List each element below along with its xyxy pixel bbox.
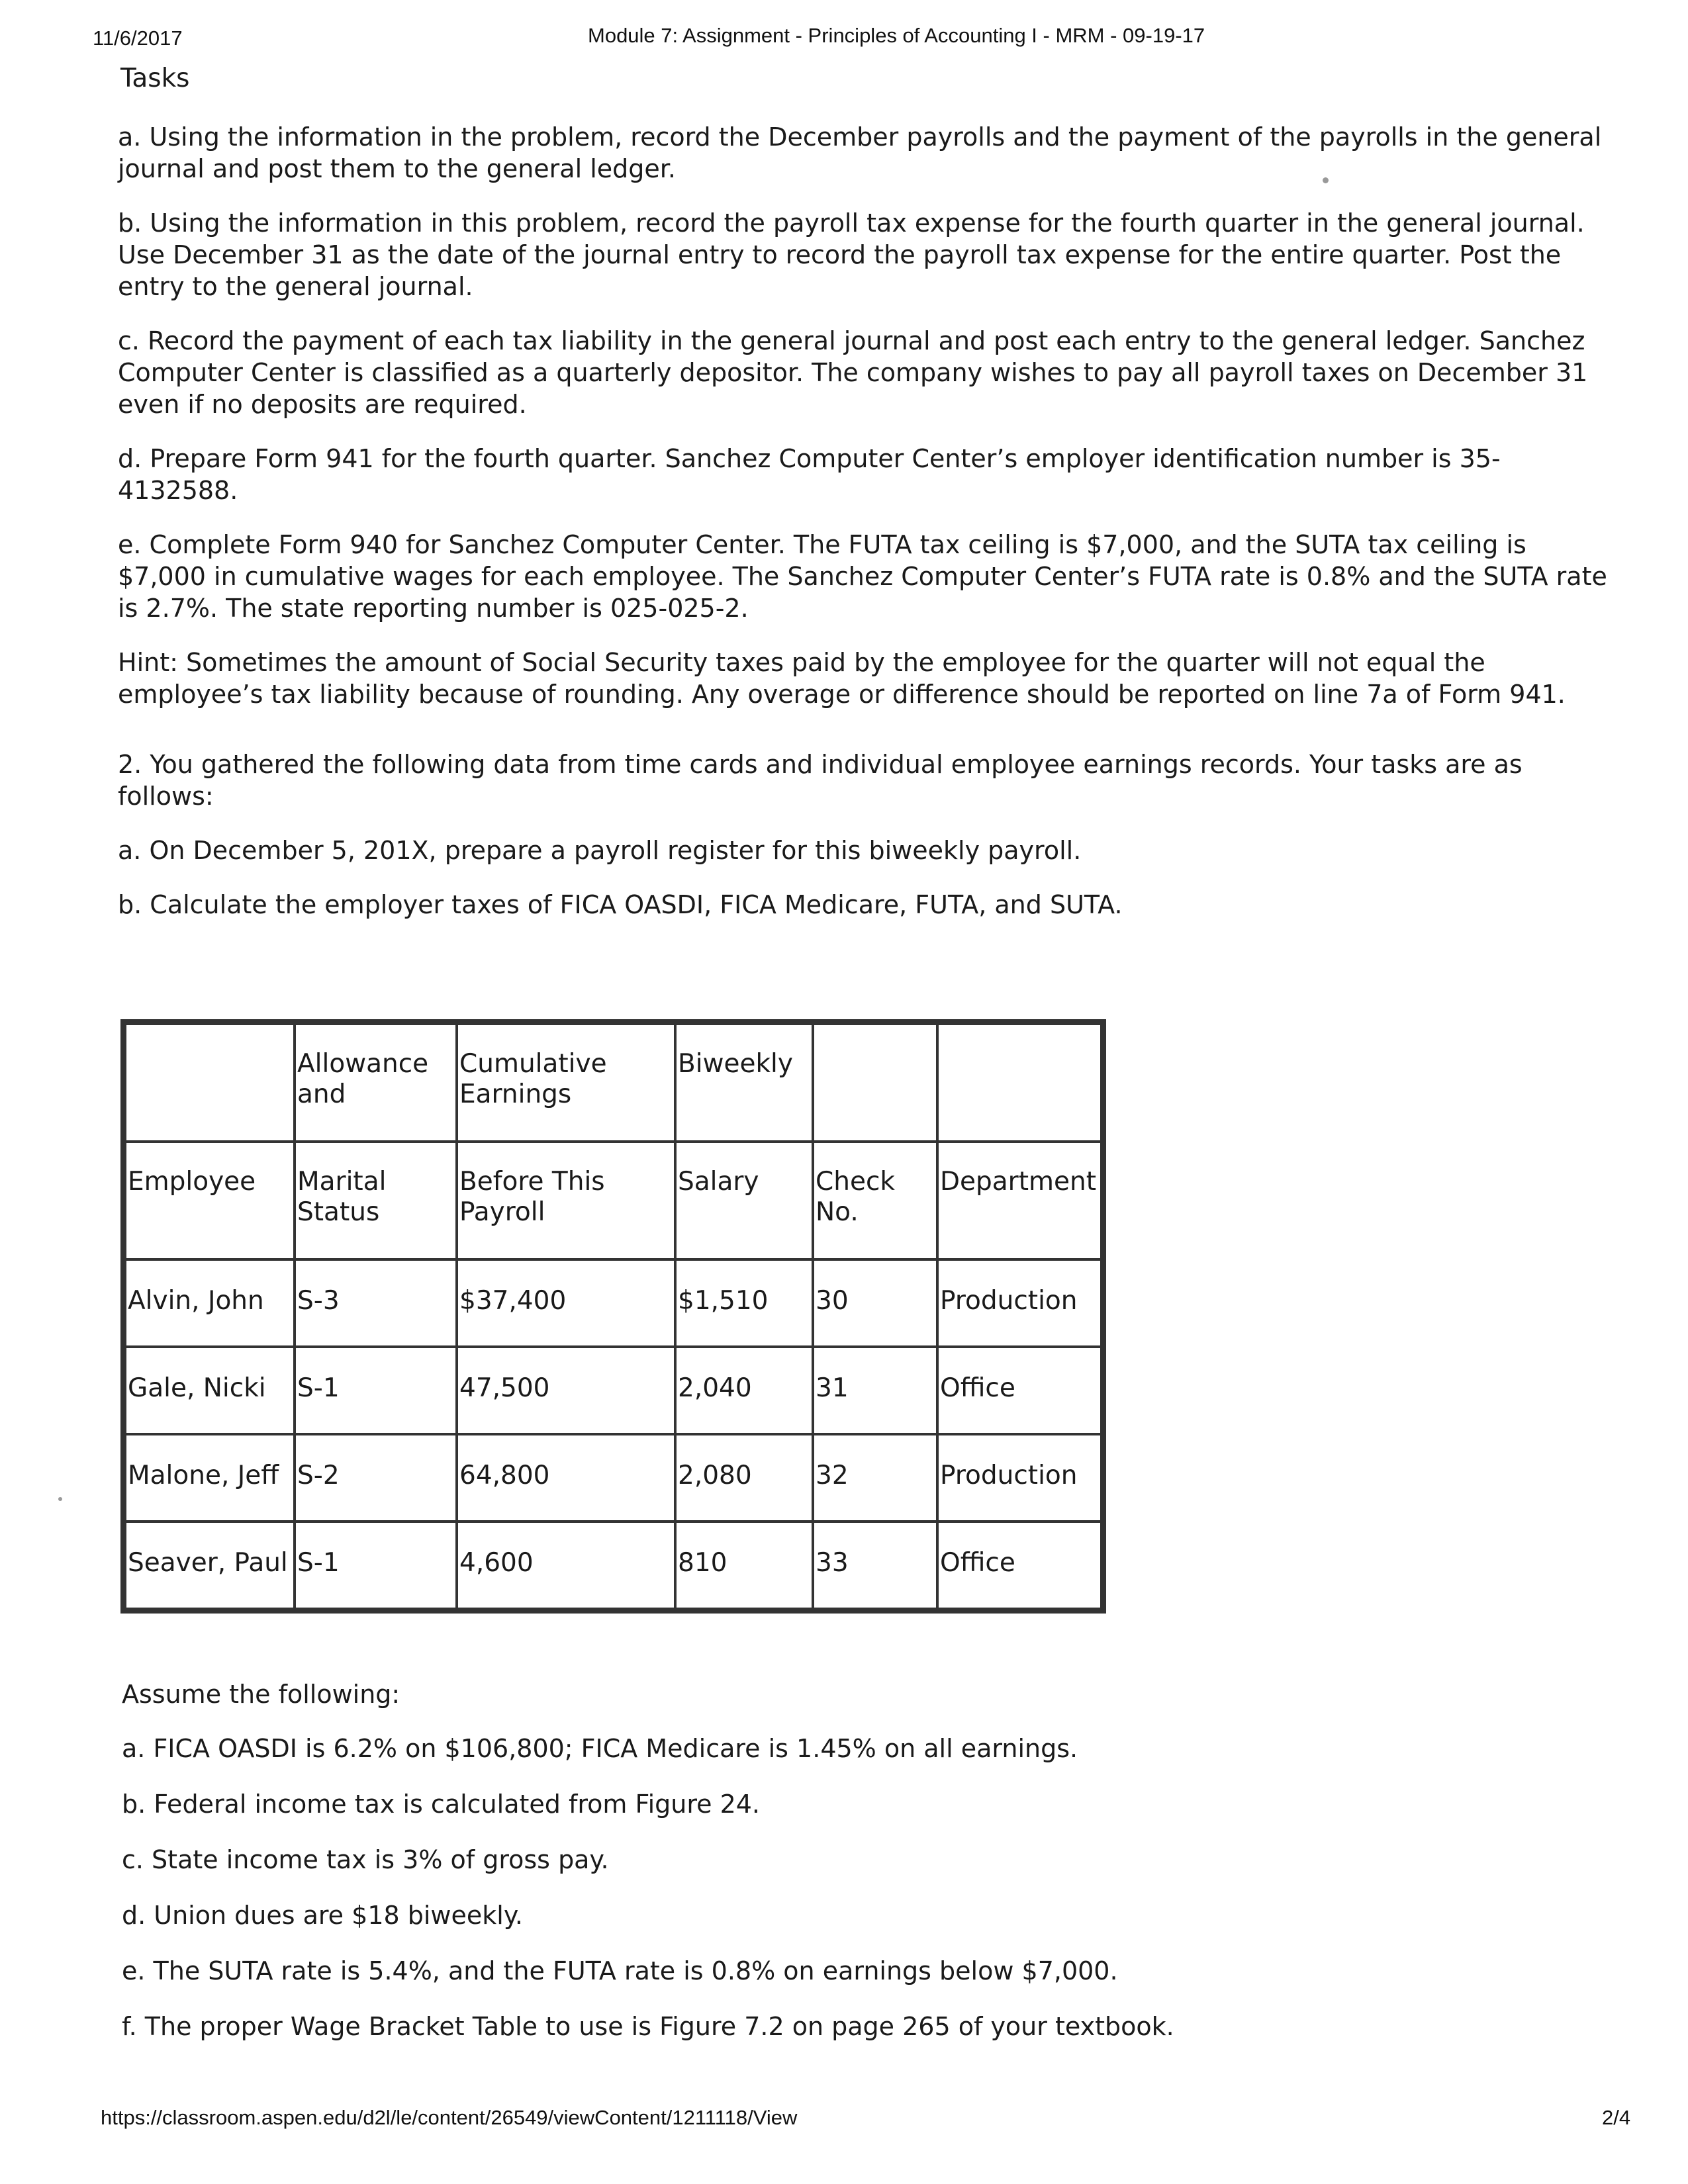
- table-cell: Production: [937, 1259, 1102, 1347]
- assumptions-section: [122, 1678, 1578, 2066]
- task-e: e. Complete Form 940 for Sanchez Computer Center. The FUTA tax ceiling is $7,000, and the SUTA tax ceiling is $7,000 in cumulative wages for each employee. The Sanchez Computer Center’s FUTA rate is 0.8% and the SUTA rate is 2.7%. The state reporting number is 025-025-2.: [118, 530, 1607, 623]
- table-header-cell: Biweekly: [675, 1024, 813, 1142]
- scan-speck: [1323, 177, 1329, 183]
- table-row: [125, 1347, 1102, 1434]
- table-cell: 32: [813, 1434, 937, 1522]
- table-cell: Production: [937, 1434, 1102, 1522]
- payroll-table-wrapper: [120, 1019, 1106, 1614]
- table-cell: 2,040: [675, 1347, 813, 1434]
- scan-speck: [58, 1497, 62, 1501]
- table-cell: 47,500: [457, 1347, 675, 1434]
- task-a: a. Using the information in the problem, record the December payrolls and the payment of the payrolls in the general journal and post them to the general ledger.: [118, 122, 1602, 183]
- table-cell: 30: [813, 1259, 937, 1347]
- assumption-item: f. The proper Wage Bracket Table to use is Figure 7.2 on page 265 of your textbook.: [122, 2012, 1174, 2041]
- assumption-item: c. State income tax is 3% of gross pay.: [122, 1845, 609, 1874]
- payroll-data-table: [124, 1023, 1103, 1610]
- assumption-item: b. Federal income tax is calculated from Figure 24.: [122, 1790, 761, 1819]
- table-header-cell: Employee: [125, 1142, 295, 1259]
- table-header-cell: [813, 1024, 937, 1142]
- table-header-row-1: [125, 1024, 1102, 1142]
- table-cell: 64,800: [457, 1434, 675, 1522]
- problem-2: [118, 749, 1614, 921]
- table-cell: Alvin, John: [125, 1259, 295, 1347]
- table-cell: 31: [813, 1347, 937, 1434]
- assumption-item: d. Union dues are $18 biweekly.: [122, 1901, 523, 1930]
- table-cell: S-1: [295, 1347, 457, 1434]
- assumption-item: a. FICA OASDI is 6.2% on $106,800; FICA Medicare is 1.45% on all earnings.: [122, 1734, 1078, 1763]
- task-c: c. Record the payment of each tax liability in the general journal and post each entry to the general ledger. Sanchez Computer Center is classified as a quarterly depositor. The company wishes to pay all payroll taxes on December 31 even if no deposits are required.: [118, 326, 1588, 419]
- table-cell: $1,510: [675, 1259, 813, 1347]
- table-cell: 2,080: [675, 1434, 813, 1522]
- table-row: [125, 1522, 1102, 1609]
- hint: Hint: Sometimes the amount of Social Security taxes paid by the employee for the quarter will not equal the employee’s tax liability because of rounding. Any overage or difference should be reported on line 7a of Form 941.: [118, 648, 1566, 709]
- table-cell: $37,400: [457, 1259, 675, 1347]
- table-cell: Seaver, Paul: [125, 1522, 295, 1609]
- table-cell: 810: [675, 1522, 813, 1609]
- task-b: b. Using the information in this problem, record the payroll tax expense for the fourth quarter in the general journal. Use December 31 as the date of the journal entry to record the payroll tax expense for the entire quarter. Post the entry to the general journal.: [118, 208, 1585, 301]
- table-header-cell: Department: [937, 1142, 1102, 1259]
- table-header-cell: [937, 1024, 1102, 1142]
- table-cell: S-1: [295, 1522, 457, 1609]
- header-title: Module 7: Assignment - Principles of Accounting I - MRM - 09-19-17: [588, 24, 1205, 47]
- tasks-heading: Tasks: [120, 64, 190, 93]
- tasks-section: [118, 64, 1614, 921]
- table-header-cell: Before This Payroll: [457, 1142, 675, 1259]
- table-cell: Malone, Jeff: [125, 1434, 295, 1522]
- table-header-cell: Cumulative Earnings: [457, 1024, 675, 1142]
- table-header-cell: [125, 1024, 295, 1142]
- table-row: [125, 1259, 1102, 1347]
- footer-url: https://classroom.aspen.edu/d2l/le/content/26549/viewContent/1211118/View: [101, 2106, 798, 2129]
- table-cell: 4,600: [457, 1522, 675, 1609]
- table-cell: 33: [813, 1522, 937, 1609]
- table-cell: Gale, Nicki: [125, 1347, 295, 1434]
- table-header-cell: Allowance and: [295, 1024, 457, 1142]
- table-header-cell: Marital Status: [295, 1142, 457, 1259]
- problem-2-intro: 2. You gathered the following data from time cards and individual employee earnings records. Your tasks are as follows:: [118, 750, 1523, 811]
- assumption-item: e. The SUTA rate is 5.4%, and the FUTA rate is 0.8% on earnings below $7,000.: [122, 1956, 1118, 1985]
- header-date: 11/6/2017: [93, 26, 183, 50]
- table-header-row-2: [125, 1142, 1102, 1259]
- table-cell: Office: [937, 1522, 1102, 1609]
- problem-2-task-a: a. On December 5, 201X, prepare a payroll register for this biweekly payroll.: [118, 836, 1082, 865]
- table-header-cell: Salary: [675, 1142, 813, 1259]
- table-header-cell: Check No.: [813, 1142, 937, 1259]
- problem-2-task-b: b. Calculate the employer taxes of FICA OASDI, FICA Medicare, FUTA, and SUTA.: [118, 890, 1123, 919]
- task-d: d. Prepare Form 941 for the fourth quarter. Sanchez Computer Center’s employer identification number is 35-4132588.: [118, 444, 1501, 505]
- table-cell: S-3: [295, 1259, 457, 1347]
- assumptions-lead: Assume the following:: [122, 1680, 400, 1709]
- table-cell: Office: [937, 1347, 1102, 1434]
- footer-page-number: 2/4: [1602, 2106, 1631, 2129]
- table-cell: S-2: [295, 1434, 457, 1522]
- table-row: [125, 1434, 1102, 1522]
